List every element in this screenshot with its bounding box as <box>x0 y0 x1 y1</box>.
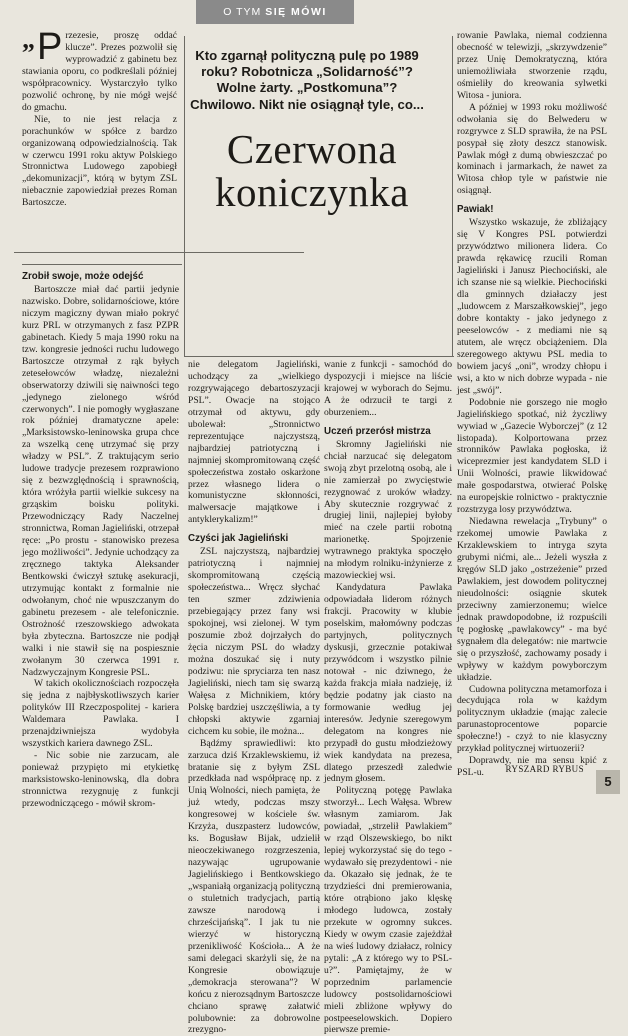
divider-left <box>14 252 304 253</box>
column-3 <box>324 359 452 1036</box>
headline-line-1: Czerwona <box>226 126 398 172</box>
paragraph: ZSL najczystszą, najbardziej patriotyczną i najmniej skompromitowaną częścią społeczeństwa... Wręcz słychać ten szmer zdziwienia przebiegający przez fany wsi spokojnej, wsi zielonej. W tym poszumie zboż dojrzałych do żęcia niczym PSL do władzy można doszukać się i nuty podziwu: nie spryciarza ten nasz Jagieliński, niech tam się swarzą Wałęsa z Michnikiem, który Polskę bardziej uszczęśliwia, a ty chłopski aktywie zgarniaj cichcem ku sobie, ile można... <box>188 546 320 737</box>
section-banner-bold: SIĘ MÓWI <box>265 6 327 18</box>
column-2 <box>188 359 320 1036</box>
dropcap-letter: P <box>37 26 63 68</box>
paragraph: Podobnie nie gorszego nie mogło Jagielińskiego spotkać, niż życzliwy wywiad w „Gazecie Wyborczej” (z 12 listopada). Kolportowana przez stronników Pawlaka pogłoska, iż wiceprezmier jest kandydatem SLD i Unii Wolności, prawie likwidować małe gospodarstwa, otwierać Polskę na europejskie rolnictwo - praktycznie rozstrzyga losy przywództwa. <box>457 396 607 516</box>
paragraph: Bartoszcze miał dać partii jedynie nazwisko. Dobre, solidarnościowe, które niczym magiczny dywan miało pokryć kurz PRL w otrzymanych z fasz PZPR gabinetach. Kiedy 5 maja 1990 roku na tzw. kongresie jedności ruchu ludowego Bartoszcze otrzymał z rąk byłych zetesełowców władzę, niezależni obserwatorzy dziwili się naiwności tego „jedynego zielonego wśród czerwonych”. I nie pomogły wygłaszane rok później dramatyczne apele: „Marksistowsko-leninowska grupa chce za wszelką cenę utrzymać się przy władzy w PSL”. Z traktującym serio ludowe tradycje prezesem rozprawiono się z bezwzględnością i sprawnością, która wróżyła partii wielkie sukcesy na grząskim boisku polityki. Przewodniczący Rady Naczelnej stronnictwa, Roman Jagieliński, otrzepał ręce: „Po prostu - stanowisko prezesa jego możliwości”. Jedynie uchodzący za zręcznego taktyka Aleksander Bentkowski ćwiczył sztukę asekuracji, utrzymując kontakt z formalnie nie odwołanym, choć nie wpuszczanym do gabinetu prezesem - ale telefonicznie. Ostrożność rzeszowskiego adwokata była zbyteczna. Bartoszcze nie podjął walki i nie stawił się na pospiesznie zwołanym 30 czerwca 1991 r. Nadzwyczajnym Kongresie PSL. <box>22 284 179 678</box>
byline: RYSZARD RYBUS <box>505 764 584 774</box>
headline-line-2: koniczynka <box>215 169 409 215</box>
paragraph: nie delegatom Jagieliński, uchodzący za „wielkiego rozgrywającego debartoszyzacji PSL”. Owacje na stojąco otrzymał od aktywu, gdy ubolewał: „Stronnictwo reprezentujące najczystszą, najbardziej patriotyczną i najmniej skompromitowaną część społeczeństwa zostało oskarżone przez własnego lidera o komunistyczne skłonności, malwersacje majątkowe i antyklerykalizm!” <box>188 359 320 526</box>
paragraph: Doprawdy, nie ma sensu kpić z PSL-u. <box>457 755 607 779</box>
paragraph: Nie, to nie jest relacja z porachunków w spółce z bardzo organizowaną odpowiedzialnością. Tak w czerwcu 1991 roku aktyw Polskiego Stronnictwa Ludowego zapobiegł „dekomunizacji”, którą w bytym ZSL niebacznie zapowiedział prezes Roman Bartoszcze. <box>22 113 177 209</box>
subheading: Czyści jak Jagieliński <box>188 533 289 545</box>
divider-vertical-left <box>184 36 185 356</box>
paragraph: A później w 1993 roku możliwość odwołania się do Belwederu w rozgrywce z SLD sprawiła, że na PSL posypał się złoty deszcz stanowisk. Pawlak mógł z dumą obwieszczać po kominach i jarmarkach, że nawet za Witosa chłop tyle w państwie nie osiągnął. <box>457 101 607 197</box>
subheading: Uczeń przerósł mistrza <box>324 425 431 437</box>
divider-vertical-right <box>452 36 453 356</box>
paragraph: W takich okolicznościach rozpoczęła się jedna z najbłyskotliwszych karier polityków III Rzeczpospolitej - kariera Waldemara Pawlaka. I przenajdziwniejsza wydobyła wszystkich kariera dawnego ZSL. <box>22 678 179 750</box>
paragraph: wanie z funkcji - samochód do dyspozycji i miejsce na liście krajowej w wyborach do Sejmu. A że odrzucił te targi z oburzeniem... <box>324 359 452 418</box>
column-1-lower <box>22 264 179 810</box>
dropcap-quote: „ <box>22 25 35 54</box>
intro-paragraph: „ P rzezesie, proszę oddać klucze”. Prezes pozwolił się wyprowadzić z gabinetu bez stawiania oporu, co podkreślali później współpracownicy. Wystarczyło tylko pozwolić ochronę, by nie mógł wejść do gmachu. <box>22 25 177 113</box>
page-number: 5 <box>596 770 620 794</box>
article-dek: Kto zgarnął polityczną pulę po 1989 roku? Robotnicza „Solidarność”? Wolne żarty. „Postkomuna”? Chwilowo. Nikt nie osiągnął tyle, co... <box>190 48 424 112</box>
section-banner-prefix: O TYM <box>223 6 262 18</box>
paragraph: rowanie Pawlaka, niemal codzienna obecność w telewizji, „skrzywdzenie” przez Unię Demokratyczną, która uniemożliwiała stworzenie rządu, ośmieliły do kreowania sylwetki Witosa - juniora. <box>457 30 607 101</box>
subheading: Pawiak! <box>457 204 494 216</box>
column-1-upper <box>22 25 177 209</box>
paragraph: Wszystko wskazuje, że zbliżający się V Kongres PSL potwierdzi przywództwo milionera lidera. Co prawda rękawicę rzucili Roman Jagieliński i Janusz Piechociński, ale ich szanse nie są wielkie. Piechociński dla gminnych działaczy jest „ludowcem z Marszałkowskiej”, jego dobre kontakty - jako jedynego z peeselowców - z mediami nie są atutem, ale wręcz obciążeniem. Dla szeregowego aktywu PSL media to bowiem jacyś „oni”, wrodzy chłopu i wsi, a kto w nich dobrze wypada - nie jest „swój”. <box>457 217 607 396</box>
paragraph: - Nic sobie nie zarzucam, ale ponieważ przypięto mi etykietkę marksistowsko-leninowską, dla dobra stronnictwa rezygnuję z funkcji przewodniczącego - mówił skrom- <box>22 750 179 809</box>
column-4 <box>457 30 607 779</box>
divider-center <box>184 356 454 357</box>
paragraph: Cudowna polityczna metamorfoza i decydująca rola w każdym politycznym układzie (mając zalecie parunastoprocentowe poparcie społeczne!) - czyż to nie klasyczny przykład politycznej wirtuozerii? <box>457 683 607 755</box>
paragraph: Niedawna rewelacja „Trybuny” o rzekomej umowie Pawlaka z Krzaklewskiem to intryga szyta grubymi nićmi, ale... Jeżeli wyszła z kręgów SLD jako „ostrzeżenie” przed Pawlakiem, jest dowodem politycznej nieudolności: osiągnie skutek przeciwny zamierzonemu; wielce jednak prawdopodobne, iż rozpuścili tę pogłoskę „pawlakowcy” - ma być sygnałem dla delegatów: nie martwcie się o przyszłość, zachowamy posady i wpływy w każdym powyborczym układzie. <box>457 516 607 683</box>
section-banner <box>196 0 354 24</box>
paragraph: Bądźmy sprawiedliwi: kto zarzuca dziś Krzaklewskiemu, iż bratanie się z byłym ZSL przedkłada nad współpracę np. z Unią Wolności, niech pamięta, że już wtedy, podczas mszy kongresowej w kościele św. Krzyża, duszpasterz ludowców, ks. Bogusław Bijak, udzielił nieoczekiwanego rozgrzeszenia, nazywając ugrupowanie Jagielińskiego i Bentkowskiego „wspaniałą organizacją polityczną o stuletnich tradycjach, partią zawsze narodową i chrześcijańską”. I jak tu nie wierzyć w historyczną przenikliwość Kościoła... A że sami delegaci skarżyli się, że na Kongresie obowiązuje „demokracja sterowana”? W końcu z nierozsądnym Bartoszcze chciano sprawę załatwić polubownie: za dobrowolne zrezygno- <box>188 737 320 1036</box>
subheading: Zrobił swoje, może odejść <box>22 271 144 282</box>
paragraph: Polityczną potęgę Pawlaka stworzył... Lech Wałęsa. Wbrew własnym zamiarom. Jak powiadał, „strzelił Pawlakiem” w rząd Olszewskiego, bo nikt lepiej wykorzystać się do tego - wydawało się prezydentowi - nie da. Okazało się jednak, że te trzydzieści dni premierowania, które otrąbiono jako klęskę młodego ludowca, zostały przekute w ogromny sukces. Kiedy w owym czasie zajeżdżał na wieś ludowy działacz, rolnicy pytali: „A z którego wy to PSL-u?”. Pamiętajmy, że w poprzednim parlamencie ludowcy postsolidarnościowi mieli zbliżone wpływy do postpeeselowskich. Dopiero pierwsze premie- <box>324 785 452 1036</box>
paragraph: Skromny Jagieliński nie chciał narzucać się delegatom swoją zbyt przelotną osobą, ale i nie zamierzał po zwycięstwie rezygnować z uroków władzy. Aby skutecznie rozgrywać z drugiej linii, najlepiej byłoby mieć na czele partii robotną marionetkę. Spojrzenie wytrawnego praktyka spoczęło na młodym rolniku-inżynierze z mazowieckiej wsi. <box>324 438 452 582</box>
article-headline <box>152 128 472 214</box>
paragraph: Kandydatura Pawlaka odpowiadała liderom różnych frakcji. Pracowity w klubie poselskim, małomówny podczas partyjnych, politycznych dyskusji, grzecznie potakiwał przywódcom i wszystko pilnie notował - nic dziwnego, że każda frakcja miała nadzieję, iż będzie podatny jak ciasto na formowanie według jej interesów. Jedynie szeregowym delegatom na kongres nie przypadł do gustu młodzieżowy wiek kandydata na prezesa, dlatego przeszedł zaledwie jednym głosem. <box>324 582 452 785</box>
